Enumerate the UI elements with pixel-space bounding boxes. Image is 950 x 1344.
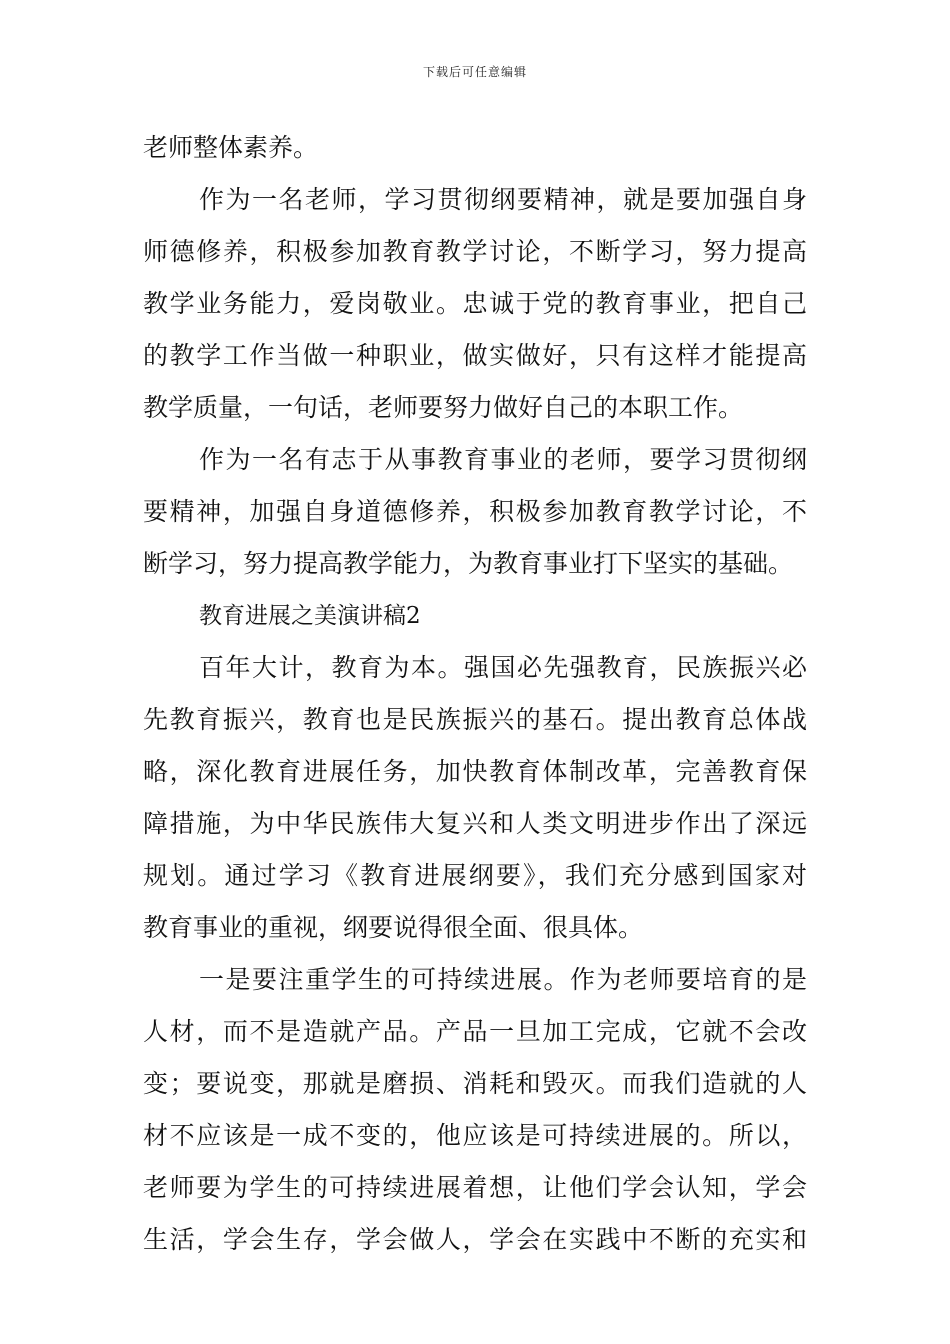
paragraph-line: 作为一名老师，学习贯彻纲要精神，就是要加强自身 [199,185,807,214]
paragraph-line: 断学习，努力提高教学能力，为教育事业打下坚实的基础。 [143,549,794,578]
paragraph-line: 师德修养，积极参加教育教学讨论，不断学习，努力提高 [143,237,807,266]
paragraph-line: 一是要注重学生的可持续进展。作为老师要培育的是 [199,965,807,994]
document-body [143,122,807,1266]
paragraph-line: 教学质量，一句话，老师要努力做好自己的本职工作。 [143,393,744,422]
paragraph-line: 变；要说变，那就是磨损、消耗和毁灭。而我们造就的人 [143,1069,807,1098]
page-header: 下载后可任意编辑 [422,65,527,79]
paragraph-line: 要精神，加强自身道德修养，积极参加教育教学讨论，不 [143,497,807,526]
paragraph-line: 作为一名有志于从事教育事业的老师，要学习贯彻纲 [199,445,807,474]
paragraph-line: 略，深化教育进展任务，加快教育体制改革，完善教育保 [143,757,807,786]
paragraph-line: 障措施，为中华民族伟大复兴和人类文明进步作出了深远 [143,809,807,838]
paragraph-line: 先教育振兴，教育也是民族振兴的基石。提出教育总体战 [143,705,807,734]
paragraph-line: 教学业务能力，爱岗敬业。忠诚于党的教育事业，把自己 [143,289,807,318]
paragraph-line: 生活，学会生存，学会做人，学会在实践中不断的充实和 [143,1225,807,1254]
paragraph-line: 老师要为学生的可持续进展着想，让他们学会认知，学会 [143,1173,807,1202]
paragraph-line: 材不应该是一成不变的，他应该是可持续进展的。所以， [143,1121,807,1150]
paragraph-line: 规划。通过学习《教育进展纲要》，我们充分感到国家对 [143,861,807,890]
section-heading: 教育进展之美演讲稿2 [199,603,421,629]
paragraph-line: 人材，而不是造就产品。产品一旦加工完成，它就不会改 [143,1017,807,1046]
paragraph-line: 百年大计，教育为本。强国必先强教育，民族振兴必 [199,653,807,682]
paragraph-line: 老师整体素养。 [143,133,319,162]
paragraph-line: 教育事业的重视，纲要说得很全面、很具体。 [143,913,644,942]
paragraph-line: 的教学工作当做一种职业，做实做好，只有这样才能提高 [143,341,807,370]
